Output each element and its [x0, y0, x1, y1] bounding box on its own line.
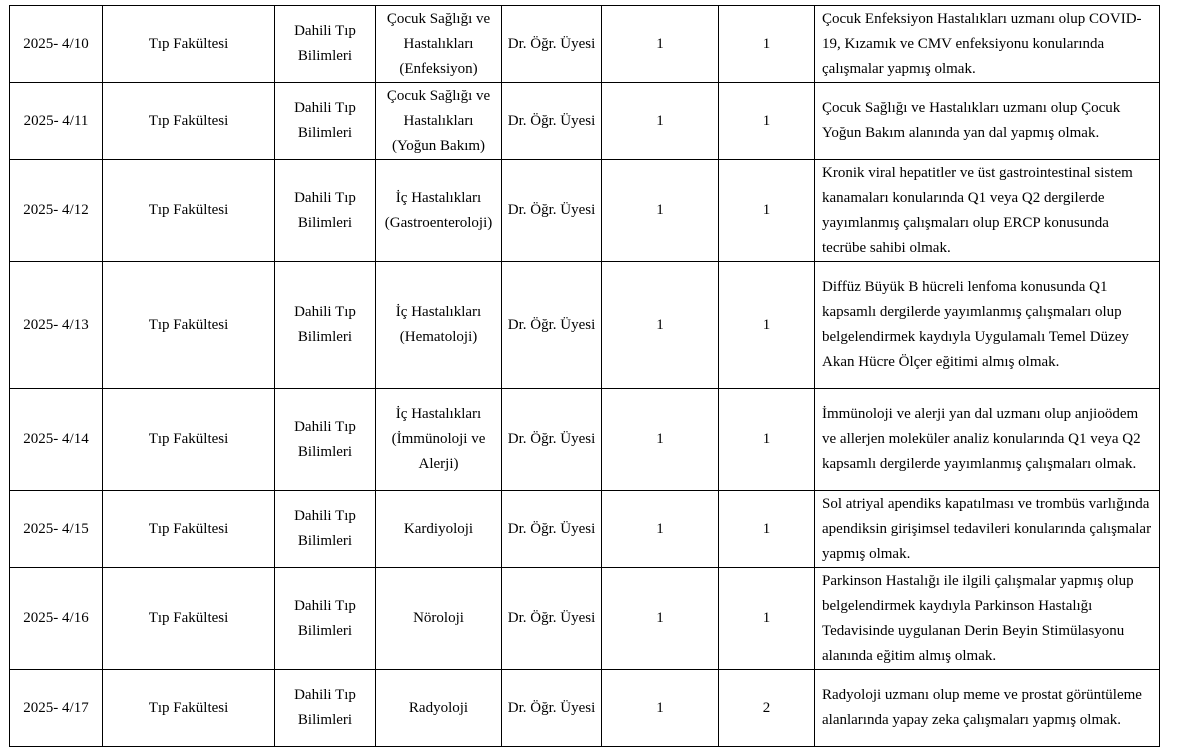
degree-cell: 1	[602, 160, 719, 262]
count-cell: 2	[719, 670, 815, 747]
requirement-cell: Parkinson Hastalığı ile ilgili çalışmalar yapmış olup belgelendirmek kaydıyla Parkinson Hastalığı Tedavisinde uygulanan Derin Beyin Stimülasyonu alanında eğitim almış olmak.	[815, 568, 1160, 670]
count-cell: 1	[719, 262, 815, 389]
department-cell: Dahili Tıp Bilimleri	[275, 83, 376, 160]
degree-cell: 1	[602, 6, 719, 83]
requirement-cell: Çocuk Sağlığı ve Hastalıkları uzmanı olup Çocuk Yoğun Bakım alanında yan dal yapmış olmak.	[815, 83, 1160, 160]
title-cell: Dr. Öğr. Üyesi	[502, 83, 602, 160]
program-cell: Çocuk Sağlığı ve Hastalıkları (Yoğun Bakım)	[376, 83, 502, 160]
requirement-cell: Çocuk Enfeksiyon Hastalıkları uzmanı olup COVID-19, Kızamık ve CMV enfeksiyonu konularında çalışmalar yapmış olmak.	[815, 6, 1160, 83]
degree-cell: 1	[602, 568, 719, 670]
count-cell: 1	[719, 491, 815, 568]
title-cell: Dr. Öğr. Üyesi	[502, 389, 602, 491]
count-cell: 1	[719, 389, 815, 491]
department-cell: Dahili Tıp Bilimleri	[275, 389, 376, 491]
positions-table	[9, 5, 1160, 747]
title-cell: Dr. Öğr. Üyesi	[502, 568, 602, 670]
department-cell: Dahili Tıp Bilimleri	[275, 491, 376, 568]
department-cell: Dahili Tıp Bilimleri	[275, 568, 376, 670]
faculty-cell: Tıp Fakültesi	[103, 83, 275, 160]
program-cell: Çocuk Sağlığı ve Hastalıkları (Enfeksiyon)	[376, 6, 502, 83]
department-cell: Dahili Tıp Bilimleri	[275, 262, 376, 389]
program-cell: Kardiyoloji	[376, 491, 502, 568]
faculty-cell: Tıp Fakültesi	[103, 262, 275, 389]
position-code: 2025- 4/12	[10, 160, 103, 262]
degree-cell: 1	[602, 491, 719, 568]
program-cell: Nöroloji	[376, 568, 502, 670]
count-cell: 1	[719, 160, 815, 262]
position-code: 2025- 4/11	[10, 83, 103, 160]
table-row	[10, 262, 1160, 389]
degree-cell: 1	[602, 670, 719, 747]
department-cell: Dahili Tıp Bilimleri	[275, 6, 376, 83]
faculty-cell: Tıp Fakültesi	[103, 568, 275, 670]
position-code: 2025- 4/10	[10, 6, 103, 83]
title-cell: Dr. Öğr. Üyesi	[502, 262, 602, 389]
requirement-cell: Kronik viral hepatitler ve üst gastrointestinal sistem kanamaları konularında Q1 veya Q2 dergilerde yayımlanmış çalışmaları olup ERCP konusunda tecrübe sahibi olmak.	[815, 160, 1160, 262]
position-code: 2025- 4/14	[10, 389, 103, 491]
department-cell: Dahili Tıp Bilimleri	[275, 670, 376, 747]
degree-cell: 1	[602, 262, 719, 389]
title-cell: Dr. Öğr. Üyesi	[502, 160, 602, 262]
count-cell: 1	[719, 568, 815, 670]
title-cell: Dr. Öğr. Üyesi	[502, 670, 602, 747]
table-row	[10, 6, 1160, 83]
requirement-cell: İmmünoloji ve alerji yan dal uzmanı olup anjioödem ve allerjen moleküler analiz konularında Q1 veya Q2 kapsamlı dergilerde yayımlanmış çalışmaları olmak.	[815, 389, 1160, 491]
program-cell: İç Hastalıkları (İmmünoloji ve Alerji)	[376, 389, 502, 491]
position-code: 2025- 4/17	[10, 670, 103, 747]
title-cell: Dr. Öğr. Üyesi	[502, 491, 602, 568]
table-row	[10, 568, 1160, 670]
position-code: 2025- 4/13	[10, 262, 103, 389]
program-cell: İç Hastalıkları (Hematoloji)	[376, 262, 502, 389]
table-row	[10, 491, 1160, 568]
table-row	[10, 160, 1160, 262]
faculty-cell: Tıp Fakültesi	[103, 670, 275, 747]
count-cell: 1	[719, 6, 815, 83]
table-row	[10, 670, 1160, 747]
faculty-cell: Tıp Fakültesi	[103, 389, 275, 491]
program-cell: Radyoloji	[376, 670, 502, 747]
faculty-cell: Tıp Fakültesi	[103, 6, 275, 83]
position-code: 2025- 4/15	[10, 491, 103, 568]
program-cell: İç Hastalıkları (Gastroenteroloji)	[376, 160, 502, 262]
faculty-cell: Tıp Fakültesi	[103, 160, 275, 262]
degree-cell: 1	[602, 389, 719, 491]
table-row	[10, 389, 1160, 491]
faculty-cell: Tıp Fakültesi	[103, 491, 275, 568]
title-cell: Dr. Öğr. Üyesi	[502, 6, 602, 83]
count-cell: 1	[719, 83, 815, 160]
requirement-cell: Diffüz Büyük B hücreli lenfoma konusunda Q1 kapsamlı dergilerde yayımlanmış çalışmaları olup belgelendirmek kaydıyla Uygulamalı Temel Düzey Akan Hücre Ölçer eğitimi almış olmak.	[815, 262, 1160, 389]
requirement-cell: Sol atriyal apendiks kapatılması ve trombüs varlığında apendiksin girişimsel tedavileri konularında çalışmalar yapmış olmak.	[815, 491, 1160, 568]
degree-cell: 1	[602, 83, 719, 160]
department-cell: Dahili Tıp Bilimleri	[275, 160, 376, 262]
table-row	[10, 83, 1160, 160]
position-code: 2025- 4/16	[10, 568, 103, 670]
requirement-cell: Radyoloji uzmanı olup meme ve prostat görüntüleme alanlarında yapay zeka çalışmaları yapmış olmak.	[815, 670, 1160, 747]
